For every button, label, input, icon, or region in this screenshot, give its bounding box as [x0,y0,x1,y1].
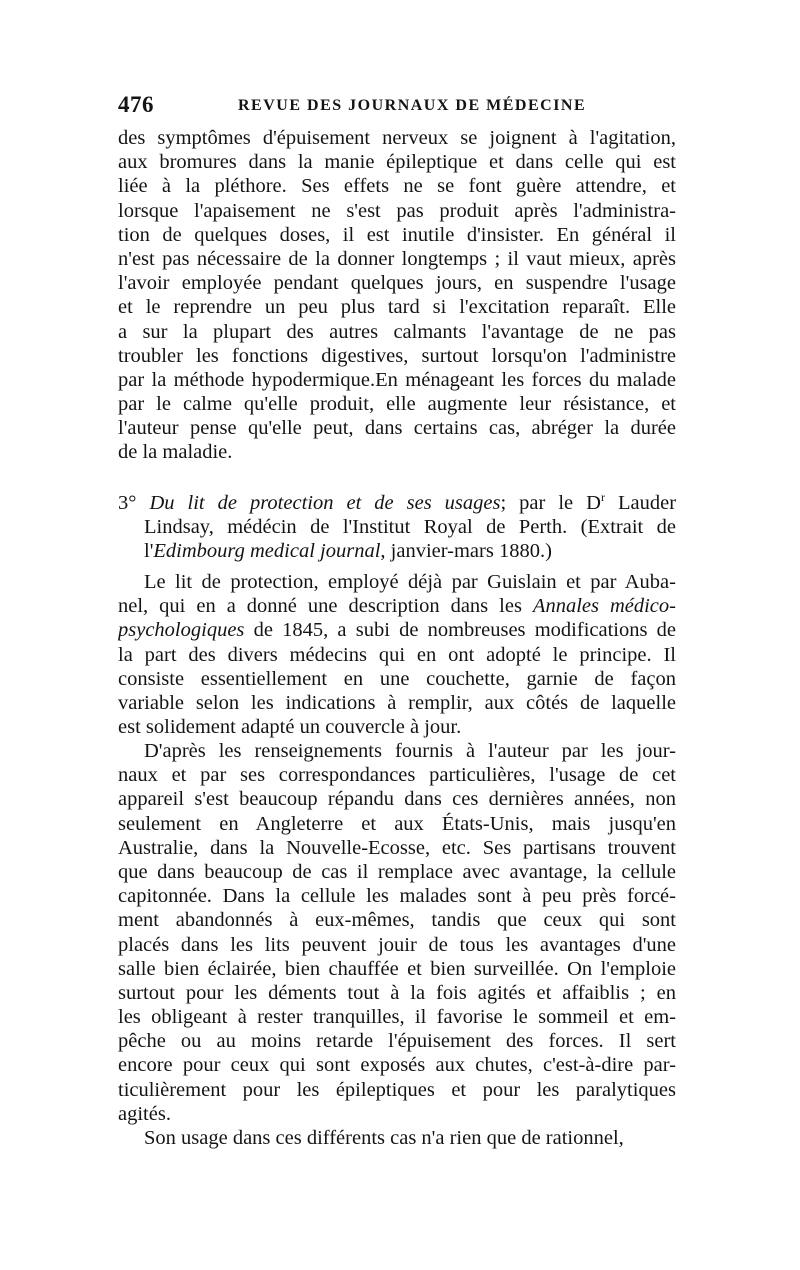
text-line: surtout pour les déments tout à la fois agités et affaiblis ; en [118,981,676,1004]
text-line: par la méthode hypodermique.En ménageant les forces du malade [118,368,676,391]
running-title: REVUE DES JOURNAUX DE MÉDECINE [238,97,587,114]
text-line: consiste essentiellement en une couchette, garnie de façon [118,667,676,690]
text-line: aux bromures dans la manie épileptique et dans celle qui est [118,151,676,174]
text-line: capitonnée. Dans la cellule les malades sont à peu près forcé- [118,885,676,908]
text-line: l'auteur pense qu'elle peut, dans certains cas, abréger la durée [118,417,676,440]
journal-title: Edimbourg medical journal [153,540,381,563]
text-line: Australie, dans la Nouvelle-Ecosse, etc. Ses partisans trouvent [118,836,676,859]
text-line: par le calme qu'elle produit, elle augmente leur résistance, et [118,393,676,416]
text-line: troubler les fonctions digestives, surtout lorsqu'on l'administre [118,344,676,367]
entry-line: Lindsay, médécin de l'Institut Royal de Perth. (Extrait de [144,516,676,539]
entry-line: 3° Du lit de protection et de ses usages; par le $D^r$ Lauder [118,491,676,514]
text-line: lorsque l'apaisement ne s'est pas produit après l'administra- [118,199,676,222]
text-line: pêche ou au moins retarde l'épuisement des forces. Il sert [118,1030,676,1053]
entry-number: 3° [118,492,137,514]
entry-title: Du lit de protection et de ses usages [149,492,501,514]
text-line: et le reprendre un peu plus tard si l'excitation reparaît. Elle [118,296,676,319]
text-line: n'est pas nécessaire de la donner longtemps ; il vaut mieux, après [118,247,676,270]
article-entry [118,491,676,564]
text-line: appareil s'est beaucoup répandu dans ces dernières années, non [118,788,676,811]
text-line: a sur la plupart des autres calmants l'avantage de ne pas [118,320,676,343]
text-line: variable selon les indications à remplir, aux côtés de laquelle [118,691,676,714]
text-line: nel, qui en a donné une description dans les Annales médico- [118,595,676,618]
entry-line: l'Edimbourg medical journal, janvier-mars 1880.) [144,540,552,563]
paragraph [118,570,676,739]
text-line: les obligeant à rester tranquilles, il favorise le sommeil et em- [118,1006,676,1029]
text-line: que dans beaucoup de cas il remplace avec avantage, la cellule [118,860,676,883]
text-line: liée à la pléthore. Ses effets ne se font guère attendre, et [118,175,676,198]
text-line: encore pour ceux qui sont exposés aux chutes, c'est-à-dire par- [118,1054,676,1077]
paragraph [118,739,676,1126]
text-line: des symptômes d'épuisement nerveux se joignent à l'agitation, [118,127,676,149]
text-line: Le lit de protection, employé déjà par Guislain et par Auba- [144,571,676,593]
text-line: salle bien éclairée, bien chauffée et bien surveillée. On l'emploie [118,957,676,980]
paragraph [118,1126,676,1150]
text-line: naux et par ses correspondances particulières, l'usage de cet [118,764,676,787]
text-line: placés dans les lits peuvent jouir de tous les avantages d'une [118,933,676,956]
text-line: seulement en Angleterre et aux États-Unis, mais jusqu'en [118,812,676,835]
page-number: 476 [118,92,154,117]
text-line: de la maladie. [118,441,233,464]
paragraph-continuation [118,126,676,465]
text-line: la part des divers médecins qui en ont adopté le principe. Il [118,643,676,666]
text-line: Son usage dans ces différents cas n'a rien que de rationnel, [144,1127,624,1149]
page-header [118,92,678,122]
text-line: agités. [118,1102,171,1125]
text-line: ticulièrement pour les épileptiques et pour les paralytiques [118,1078,676,1101]
text-line: D'après les renseignements fournis à l'auteur par les jour- [144,740,676,762]
text-line: ment abandonnés à eux-mêmes, tandis que ceux qui sont [118,909,676,932]
text-line: l'avoir employée pendant quelques jours, en suspendre l'usage [118,272,676,295]
text-line: est solidement adapté un couvercle à jour. [118,716,462,739]
text-line: tion de quelques doses, il est inutile d'insister. En général il [118,223,676,246]
text-line: psychologiques de 1845, a subi de nombreuses modifications de [118,619,676,642]
